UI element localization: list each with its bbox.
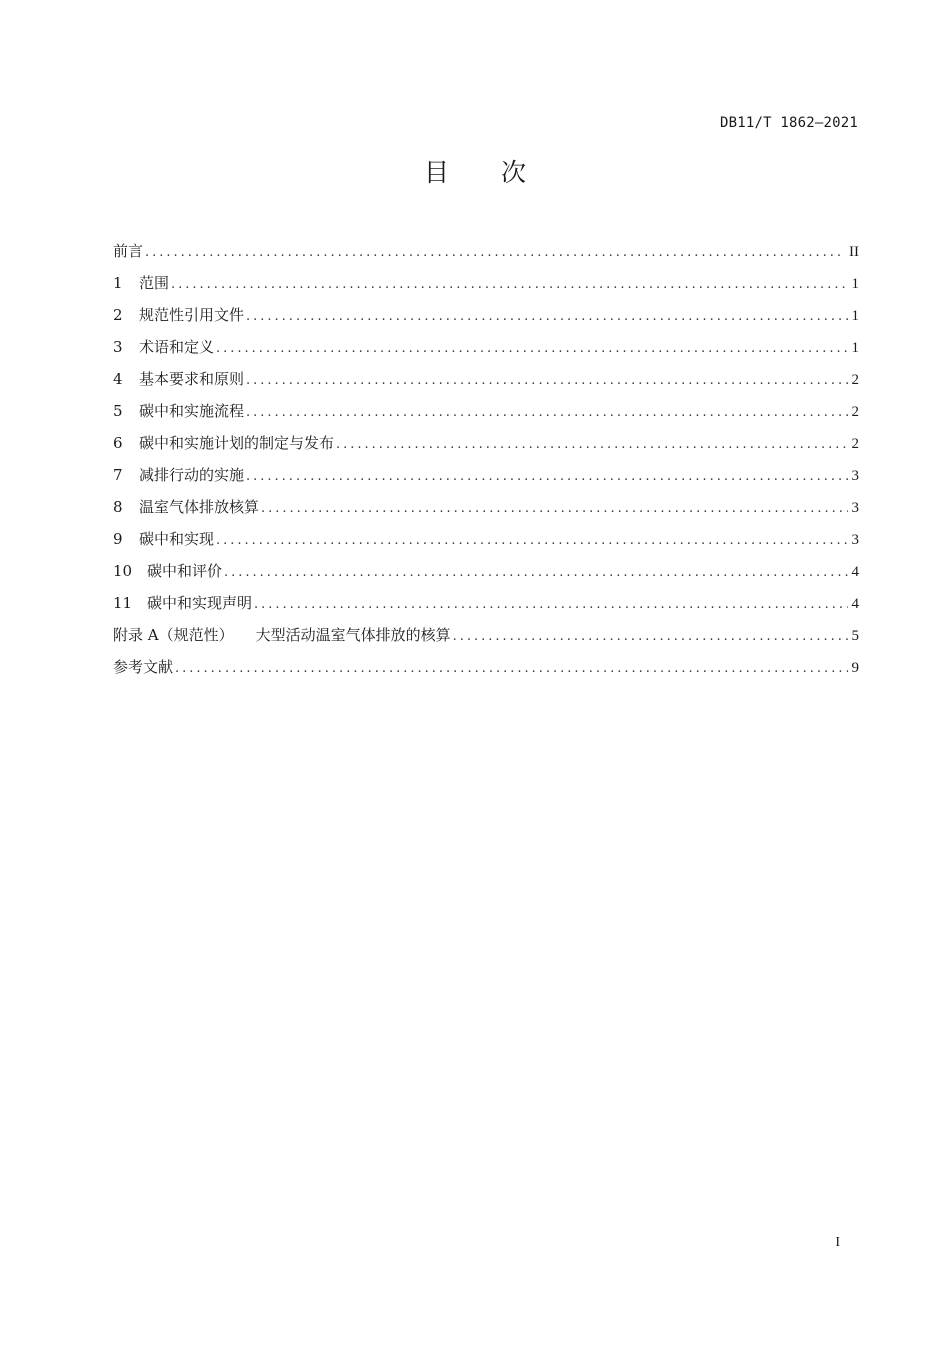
toc-leader-dots — [216, 525, 847, 557]
toc-entry-9[interactable] — [113, 523, 859, 555]
toc-entry-foreword[interactable] — [113, 235, 859, 267]
toc-entry-title: 范围 — [139, 274, 170, 292]
toc-entry-page: 2 — [851, 436, 859, 452]
toc-entry-title: 碳中和实现声明 — [147, 594, 253, 612]
toc-entry-number: 2 — [113, 306, 123, 324]
toc-leader-dots — [336, 429, 847, 461]
toc-entry-page: 3 — [851, 500, 859, 516]
toc-entry-page: 1 — [851, 276, 859, 292]
toc-entry-page: 2 — [851, 404, 859, 420]
toc-entry-title: 前言 — [113, 242, 144, 260]
page-title — [0, 153, 950, 189]
toc-leader-dots — [246, 461, 847, 493]
toc-entry-10[interactable] — [113, 555, 859, 587]
toc-entry-page: II — [849, 244, 859, 260]
toc-entry-page: 1 — [851, 340, 859, 356]
toc-entry-5[interactable] — [113, 395, 859, 427]
toc-entry-page: 1 — [851, 308, 859, 324]
table-of-contents — [113, 235, 859, 683]
toc-leader-dots — [261, 493, 847, 525]
toc-leader-dots — [254, 589, 847, 621]
toc-entry-number: 7 — [113, 466, 123, 484]
toc-leader-dots — [246, 397, 847, 429]
toc-entry-appendix-a[interactable] — [113, 619, 859, 651]
toc-entry-page: 5 — [851, 628, 859, 644]
toc-entry-page: 4 — [851, 564, 859, 580]
toc-entry-number: 11 — [113, 594, 133, 612]
toc-leader-dots — [216, 333, 847, 365]
toc-leader-dots — [175, 653, 847, 685]
toc-entry-1[interactable] — [113, 267, 859, 299]
toc-entry-page: 3 — [851, 468, 859, 484]
document-code: DB11/T 1862—2021 — [719, 115, 858, 131]
toc-entry-page: 3 — [851, 532, 859, 548]
toc-entry-title: 术语和定义 — [139, 338, 215, 356]
toc-leader-dots — [145, 237, 845, 269]
toc-entry-11[interactable] — [113, 587, 859, 619]
toc-entry-title: 大型活动温室气体排放的核算 — [255, 626, 451, 644]
toc-leader-dots — [224, 557, 847, 589]
toc-entry-8[interactable] — [113, 491, 859, 523]
title-char-1: 目 — [423, 158, 449, 187]
toc-entry-number: 1 — [113, 274, 123, 292]
title-char-2: 次 — [501, 158, 527, 187]
toc-entry-number: 5 — [113, 402, 123, 420]
toc-entry-appendix-label: 附录 A（规范性） — [113, 626, 234, 644]
toc-entry-title: 减排行动的实施 — [139, 466, 245, 484]
toc-entry-4[interactable] — [113, 363, 859, 395]
toc-entry-number: 10 — [113, 562, 133, 580]
toc-entry-number: 4 — [113, 370, 123, 388]
toc-entry-title: 碳中和评价 — [147, 562, 223, 580]
toc-entry-title: 规范性引用文件 — [139, 306, 245, 324]
toc-entry-references[interactable] — [113, 651, 859, 683]
toc-entry-page: 2 — [851, 372, 859, 388]
toc-entry-page: 4 — [851, 596, 859, 612]
toc-entry-title: 基本要求和原则 — [139, 370, 245, 388]
toc-entry-number: 8 — [113, 498, 123, 516]
toc-leader-dots — [246, 365, 847, 397]
toc-entry-6[interactable] — [113, 427, 859, 459]
toc-entry-page: 9 — [851, 660, 859, 676]
toc-entry-3[interactable] — [113, 331, 859, 363]
page-number: I — [835, 1235, 840, 1250]
toc-leader-dots — [171, 269, 847, 301]
toc-entry-number: 9 — [113, 530, 123, 548]
toc-entry-title: 温室气体排放核算 — [139, 498, 260, 516]
toc-leader-dots — [246, 301, 847, 333]
toc-leader-dots — [453, 621, 848, 653]
toc-entry-number: 6 — [113, 434, 123, 452]
toc-entry-title: 碳中和实施计划的制定与发布 — [139, 434, 335, 452]
toc-entry-title: 碳中和实施流程 — [139, 402, 245, 420]
toc-entry-2[interactable] — [113, 299, 859, 331]
toc-entry-number: 3 — [113, 338, 123, 356]
toc-entry-title: 参考文献 — [113, 658, 174, 676]
toc-entry-title: 碳中和实现 — [139, 530, 215, 548]
toc-entry-7[interactable] — [113, 459, 859, 491]
